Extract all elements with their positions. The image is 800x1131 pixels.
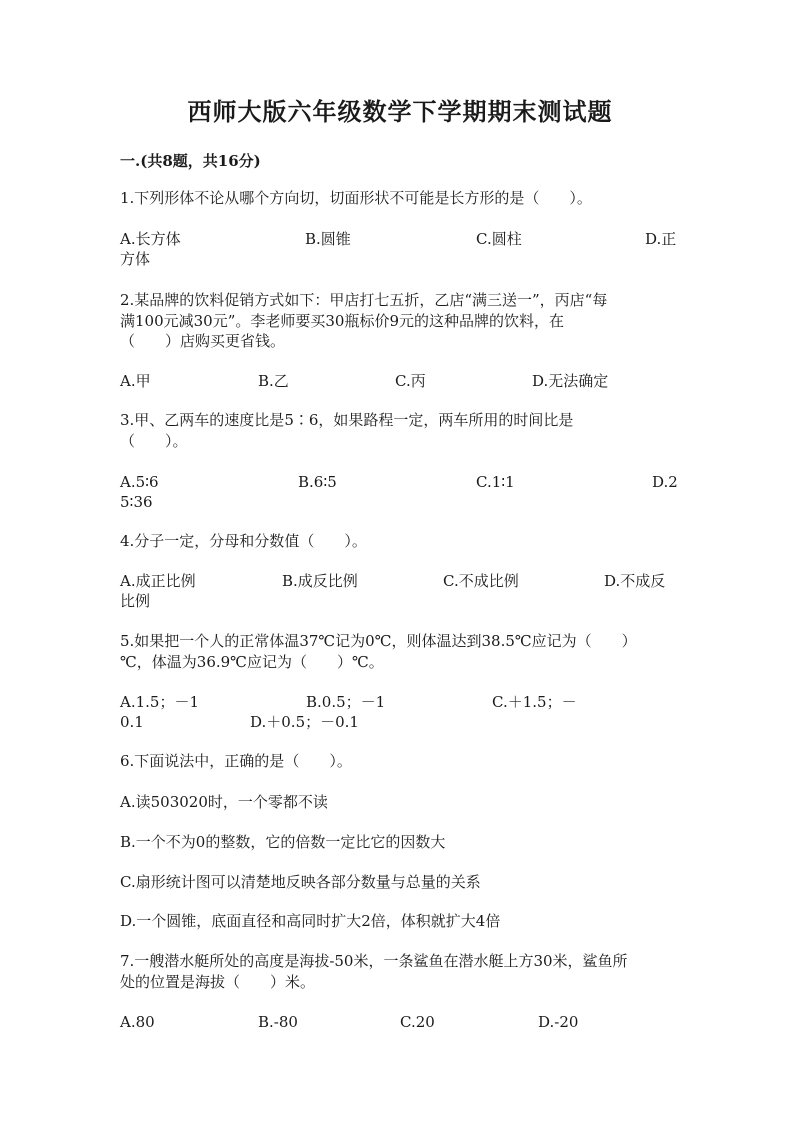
question-7-line-2: 处的位置是海拔（ ）米。 bbox=[120, 973, 316, 991]
question-6-option-d: D.一个圆锥，底面直径和高同时扩大2倍，体积就扩大4倍 bbox=[120, 912, 501, 930]
question-3-option-d: D.2 bbox=[652, 473, 678, 491]
question-6-option-c: C.扇形统计图可以清楚地反映各部分数量与总量的关系 bbox=[120, 873, 481, 891]
question-5-option-c: C.＋1.5；－ bbox=[492, 693, 577, 711]
question-3-line-2: （ ）。 bbox=[120, 432, 188, 450]
question-2-option-c: C.丙 bbox=[395, 372, 426, 390]
question-3-line-1: 3.甲、乙两车的速度比是5∶6，如果路程一定，两车所用的时间比是 bbox=[120, 411, 574, 429]
question-2-option-b: B.乙 bbox=[258, 372, 289, 390]
question-7-option-a: A.80 bbox=[120, 1013, 155, 1031]
question-4-option-b: B.成反比例 bbox=[282, 572, 358, 590]
question-5-option-a: A.1.5；－1 bbox=[120, 693, 199, 711]
question-1-option-c: C.圆柱 bbox=[476, 230, 522, 248]
question-4-option-a: A.成正比例 bbox=[120, 572, 196, 590]
question-2-line-3: （ ）店购买更省钱。 bbox=[120, 332, 286, 350]
question-5-option-b: B.0.5；－1 bbox=[306, 693, 386, 711]
question-4-line-1: 4.分子一定，分母和分数值（ ）。 bbox=[120, 532, 367, 550]
question-2-option-a: A.甲 bbox=[120, 372, 151, 390]
question-5-line-1: 5.如果把一个人的正常体温37℃记为0℃，则体温达到38.5℃应记为（ ） bbox=[120, 632, 637, 650]
question-7-option-c: C.20 bbox=[400, 1013, 435, 1031]
question-3-option-c: C.1∶1 bbox=[476, 473, 515, 491]
question-6-option-b: B.一个不为0的整数，它的倍数一定比它的因数大 bbox=[120, 833, 446, 851]
question-1-option-b: B.圆锥 bbox=[305, 230, 351, 248]
question-2-line-2: 满100元减30元”。李老师要买30瓶标价9元的这种品牌的饮料，在 bbox=[120, 312, 565, 330]
question-5-option-c-cont: 0.1 bbox=[120, 713, 144, 731]
page-title: 西师大版六年级数学下学期期末测试题 bbox=[187, 97, 613, 126]
question-6-option-a: A.读503020时，一个零都不读 bbox=[120, 793, 328, 811]
question-6-line-1: 6.下面说法中，正确的是（ ）。 bbox=[120, 752, 352, 770]
question-3-option-b: B.6∶5 bbox=[298, 473, 337, 491]
question-5-option-d: D.＋0.5；－0.1 bbox=[250, 713, 359, 731]
question-7-option-d: D.-20 bbox=[538, 1013, 579, 1031]
question-4-option-d: D.不成反 bbox=[604, 572, 666, 590]
question-3-option-d-cont: 5∶36 bbox=[120, 493, 153, 511]
section-heading: 一.(共8题，共16分) bbox=[120, 152, 261, 170]
question-1-line-1: 1.下列形体不论从哪个方向切，切面形状不可能是长方形的是（ ）。 bbox=[120, 189, 592, 207]
question-2-line-1: 2.某品牌的饮料促销方式如下：甲店打七五折，乙店“满三送一”，丙店“每 bbox=[120, 291, 608, 309]
question-2-option-d: D.无法确定 bbox=[532, 372, 609, 390]
question-7-line-1: 7.一艘潜水艇所处的高度是海拔-50米，一条鲨鱼在潜水艇上方30米，鲨鱼所 bbox=[120, 952, 628, 970]
question-4-option-d-cont: 比例 bbox=[120, 592, 151, 610]
question-1-option-d: D.正 bbox=[645, 230, 677, 248]
question-7-option-b: B.-80 bbox=[258, 1013, 298, 1031]
question-5-line-2: ℃，体温为36.9℃应记为（ ）℃。 bbox=[120, 653, 384, 671]
question-1-option-a: A.长方体 bbox=[120, 230, 181, 248]
question-1-option-d-cont: 方体 bbox=[120, 250, 151, 268]
question-3-option-a: A.5∶6 bbox=[120, 473, 159, 491]
question-4-option-c: C.不成比例 bbox=[443, 572, 519, 590]
